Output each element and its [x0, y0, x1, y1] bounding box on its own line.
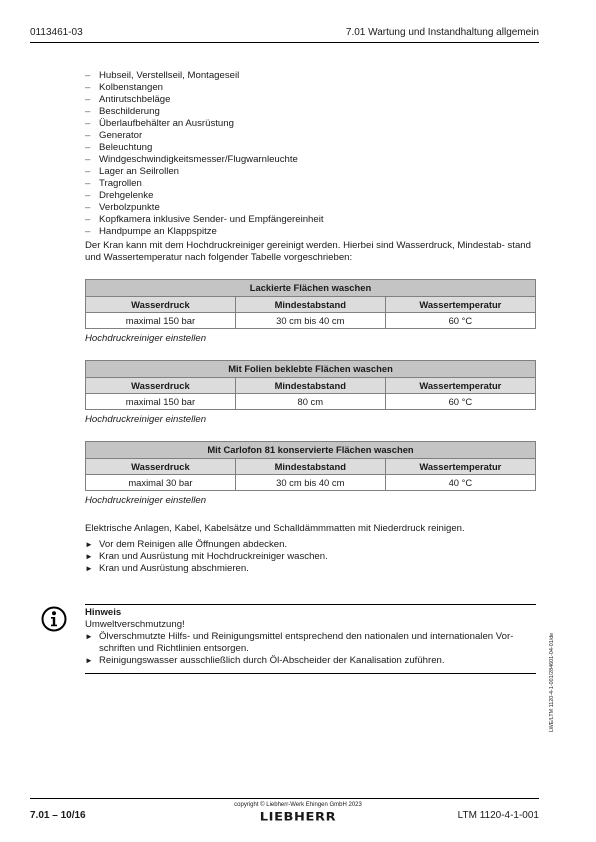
table-title: Mit Folien beklebte Flächen waschen [86, 361, 536, 378]
col-header-distance: Mindestabstand [235, 378, 385, 394]
table-caption: Hochdruckreiniger einstellen [85, 333, 207, 344]
list-item: – Drehgelenke [85, 190, 536, 202]
list-item: – Handpumpe an Klappspitze [85, 226, 536, 238]
col-header-pressure: Wasserdruck [86, 378, 236, 394]
side-code: LWE/LTM 1120-4-1-001/284601-04-01/de [549, 632, 555, 732]
electrical-paragraph: Elektrische Anlagen, Kabel, Kabelsätze und Schalldämmmatten mit Niederdruck reinigen. [85, 523, 465, 534]
table-title: Mit Carlofon 81 konservierte Flächen waschen [86, 442, 536, 459]
col-header-temperature: Wassertemperatur [385, 459, 535, 475]
table-row [86, 475, 536, 491]
list-item: – Antirutschbeläge [85, 94, 536, 106]
note-item: ► Reinigungswasser ausschließlich durch Öl-Abscheider der Kanalisation zuführen. [85, 655, 536, 667]
table-title: Lackierte Flächen waschen [86, 280, 536, 297]
main-content [85, 70, 536, 575]
note-list [85, 631, 536, 667]
table-caption: Hochdruckreiniger einstellen [85, 495, 207, 506]
list-item: – Tragrollen [85, 178, 536, 190]
cell-distance: 30 cm bis 40 cm [235, 313, 385, 329]
section-title: 7.01 Wartung und Instandhaltung allgemein [345, 27, 539, 38]
copyright: copyright © Liebherr-Werk Ehingen GmbH 2023 [234, 802, 362, 808]
cell-pressure: maximal 30 bar [86, 475, 236, 491]
intro-paragraph: Der Kran kann mit dem Hochdruckreiniger gereinigt werden. Hierbei sind Wasserdruck, Mindestab- stand und Wassertemperatur nach folgender Tabelle vorgeschrieben: [85, 240, 531, 263]
table-caption: Hochdruckreiniger einstellen [85, 414, 207, 425]
table-carlofon [85, 441, 536, 491]
step-item: ► Vor dem Reinigen alle Öffnungen abdecken. [85, 539, 536, 551]
list-item: – Windgeschwindigkeitsmesser/Flugwarnleuchte [85, 154, 536, 166]
note-title: Hinweis [85, 607, 122, 618]
list-item: – Generator [85, 130, 536, 142]
list-item: – Beleuchtung [85, 142, 536, 154]
col-header-pressure: Wasserdruck [86, 459, 236, 475]
cell-temperature: 60 °C [385, 394, 535, 410]
step-item: ► Kran und Ausrüstung mit Hochdruckreiniger waschen. [85, 551, 536, 563]
cell-temperature: 60 °C [385, 313, 535, 329]
component-list [85, 70, 536, 238]
note-subtitle: Umweltverschmutzung! [85, 619, 185, 630]
table-lacquered [85, 279, 536, 329]
cell-pressure: maximal 150 bar [86, 313, 236, 329]
note-box [85, 607, 536, 667]
list-item: – Lager an Seilrollen [85, 166, 536, 178]
col-header-distance: Mindestabstand [235, 297, 385, 313]
list-item: – Verbolzpunkte [85, 202, 536, 214]
list-item: – Hubseil, Verstellseil, Montageseil [85, 70, 536, 82]
cell-temperature: 40 °C [385, 475, 535, 491]
col-header-distance: Mindestabstand [235, 459, 385, 475]
list-item: – Kopfkamera inklusive Sender- und Empfängereinheit [85, 214, 536, 226]
cell-distance: 30 cm bis 40 cm [235, 475, 385, 491]
note-item: ► Ölverschmutzte Hilfs- und Reinigungsmittel entsprechend den nationalen und internationalen Vor- schriften und Richtlinien entsorgen. [85, 631, 536, 655]
note-divider-top [85, 604, 536, 605]
cell-distance: 80 cm [235, 394, 385, 410]
table-foil [85, 360, 536, 410]
header-divider [30, 42, 539, 43]
table-row [86, 313, 536, 329]
info-icon [41, 606, 67, 632]
cell-pressure: maximal 150 bar [86, 394, 236, 410]
col-header-temperature: Wassertemperatur [385, 378, 535, 394]
col-header-temperature: Wassertemperatur [385, 297, 535, 313]
col-header-pressure: Wasserdruck [86, 297, 236, 313]
list-item: – Beschilderung [85, 106, 536, 118]
footer-divider [30, 798, 539, 799]
page-number: 7.01 – 10/16 [30, 810, 86, 821]
doc-number: 0113461-03 [30, 27, 83, 38]
liebherr-logo: LIEBHERR [259, 810, 337, 825]
note-divider-bottom [85, 673, 536, 674]
list-item: – Überlaufbehälter an Ausrüstung [85, 118, 536, 130]
step-list [85, 539, 536, 575]
table-row [86, 394, 536, 410]
step-item: ► Kran und Ausrüstung abschmieren. [85, 563, 536, 575]
doc-reference: LTM 1120-4-1-001 [457, 810, 539, 821]
list-item: – Kolbenstangen [85, 82, 536, 94]
